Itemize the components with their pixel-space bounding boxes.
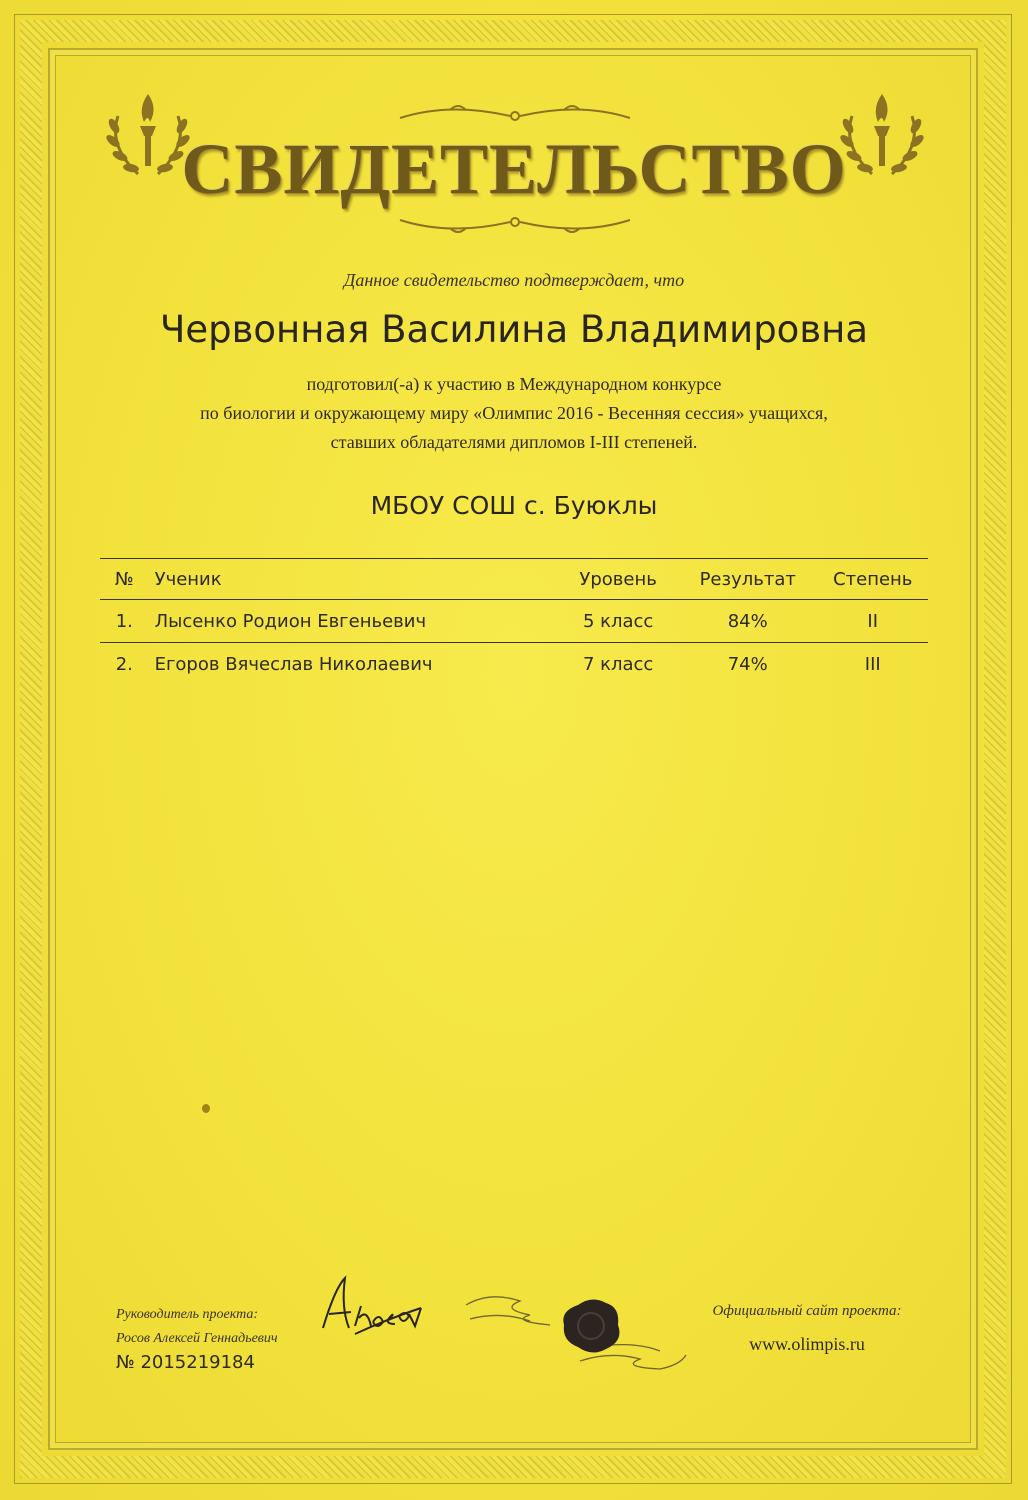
header-level: Уровень [558,559,678,600]
bottom-ornament [390,210,640,240]
row-level: 5 класс [558,600,678,643]
wax-seal-icon [460,1285,690,1375]
row-num: 1. [100,600,149,643]
project-leader [116,1303,278,1351]
row-student: Лысенко Родион Евгеньевич [149,600,559,643]
row-result: 74% [727,653,768,675]
certificate-number: № 2015219184 [116,1352,255,1373]
row-degree: II [817,600,928,643]
signature [315,1268,425,1348]
certificate-title: СВИДЕТЕЛЬСТВО [181,129,847,209]
recipient-name: Червонная Василина Владимировна [160,308,868,351]
certificate-subtitle: Данное свидетельство подтверждает, что [343,270,685,290]
header-result: Результат [678,559,818,600]
row-num: 2. [115,653,133,675]
leader-label: Руководитель проекта: [116,1307,259,1322]
certificate-paragraph [114,370,914,457]
row-level: 7 класс [582,653,654,675]
site-url: www.olimpis.ru [749,1334,865,1354]
top-ornament [390,98,640,128]
table-row [100,643,928,686]
school-name: МБОУ СОШ с. Буюклы [370,491,658,520]
row-result: 84% [678,600,818,643]
header-degree: Степень [817,559,928,600]
header-num: № [100,559,149,600]
results-table [100,558,928,685]
paragraph-line: подготовил(-а) к участию в Международном конкурсе [306,374,722,394]
table-row [100,600,928,643]
table-header-row [100,559,928,600]
paragraph-line: ставших обладателями дипломов I-III степеней. [330,432,698,452]
row-student: Егоров Вячеслав Николаевич [154,653,433,675]
header-student: Ученик [149,559,559,600]
site-label: Официальный сайт проекта: [712,1303,902,1319]
paper-spot [202,1104,210,1113]
leader-name: Росов Алексей Геннадьевич [116,1331,278,1346]
row-degree: III [864,653,881,675]
inner-frame [48,48,978,1450]
paragraph-line: по биологии и окружающему миру «Олимпис 2016 - Весенняя сессия» учащихся, [200,403,828,423]
